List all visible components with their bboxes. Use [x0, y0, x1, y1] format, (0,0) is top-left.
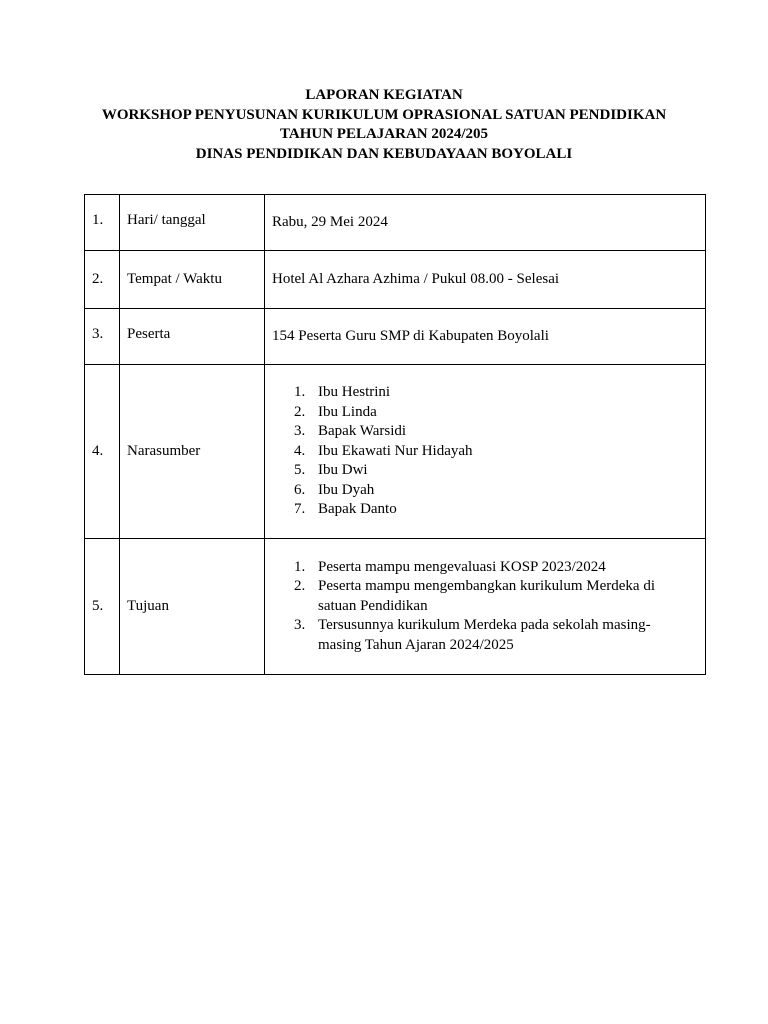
report-table: [84, 194, 706, 675]
row-number-text: 1.: [92, 211, 104, 228]
list-item-number: 1.: [294, 384, 306, 401]
list-item-number: 2.: [294, 578, 306, 595]
row-number: [85, 309, 120, 365]
report-heading: [0, 86, 768, 164]
table-row: [85, 251, 706, 309]
list-item: [272, 481, 705, 501]
row-value: [265, 539, 706, 675]
row-value: [265, 365, 706, 539]
speaker-list: [272, 383, 705, 520]
list-item-number: 4.: [294, 442, 306, 459]
list-item: [272, 577, 705, 616]
list-item-number: 1.: [294, 558, 306, 575]
table-row: [85, 195, 706, 251]
table-row: [85, 539, 706, 675]
row-number: 2.: [85, 251, 120, 309]
list-item: [272, 442, 705, 462]
list-item-number: 3.: [294, 423, 306, 440]
list-item: [272, 558, 705, 578]
row-label: Tempat / Waktu: [120, 251, 265, 309]
list-item-number: 5.: [294, 462, 306, 479]
row-label: Tujuan: [120, 539, 265, 675]
row-value: [265, 195, 706, 251]
row-label-text: Peserta: [127, 325, 171, 342]
list-item: [272, 383, 705, 403]
list-item-text: Ibu Dyah: [318, 481, 375, 498]
list-item-text: Ibu Hestrini: [318, 384, 391, 401]
list-item-text: Ibu Linda: [318, 403, 377, 420]
heading-title: LAPORAN KEGIATAN: [305, 87, 463, 103]
list-item-text: Ibu Dwi: [318, 462, 368, 479]
heading-event: WORKSHOP PENYUSUNAN KURIKULUM OPRASIONAL SATUAN PENDIDIKAN: [101, 106, 667, 123]
row-label: [120, 309, 265, 365]
heading-year: TAHUN PELAJARAN 2024/205: [279, 126, 489, 142]
row-label-text: Hari/ tanggal: [127, 211, 206, 228]
list-item-text: Ibu Ekawati Nur Hidayah: [318, 442, 473, 459]
row-number: [85, 195, 120, 251]
objective-list: [272, 558, 705, 656]
list-item: [272, 461, 705, 481]
list-item-number: 7.: [294, 501, 306, 518]
heading-institution: DINAS PENDIDIKAN DAN KEBUDAYAAN BOYOLALI: [195, 145, 573, 162]
row-value-text: 154 Peserta Guru SMP di Kabupaten Boyolali: [272, 327, 549, 344]
list-item-number: 6.: [294, 481, 306, 498]
list-item-number: 2.: [294, 403, 306, 420]
list-item: [272, 616, 705, 655]
row-label: [120, 195, 265, 251]
row-number: 5.: [85, 539, 120, 675]
list-item-text: Tersusunnya kurikulum Merdeka pada sekolah masing-masing Tahun Ajaran 2024/2025: [318, 617, 651, 653]
table-row: [85, 309, 706, 365]
list-item-text: Peserta mampu mengevaluasi KOSP 2023/2024: [318, 558, 606, 575]
list-item: [272, 500, 705, 520]
row-value: [265, 309, 706, 365]
list-item-text: Bapak Warsidi: [318, 423, 407, 440]
row-value: Hotel Al Azhara Azhima / Pukul 08.00 - Selesai: [265, 251, 706, 309]
table-row: [85, 365, 706, 539]
list-item-text: Bapak Danto: [318, 501, 397, 518]
list-item-text: Peserta mampu mengembangkan kurikulum Merdeka di satuan Pendidikan: [318, 578, 655, 614]
list-item-number: 3.: [294, 617, 306, 634]
list-item: [272, 422, 705, 442]
row-number-text: 3.: [92, 325, 104, 342]
row-value-text: Rabu, 29 Mei 2024: [272, 213, 388, 230]
row-number: 4.: [85, 365, 120, 539]
list-item: [272, 403, 705, 423]
row-label: Narasumber: [120, 365, 265, 539]
